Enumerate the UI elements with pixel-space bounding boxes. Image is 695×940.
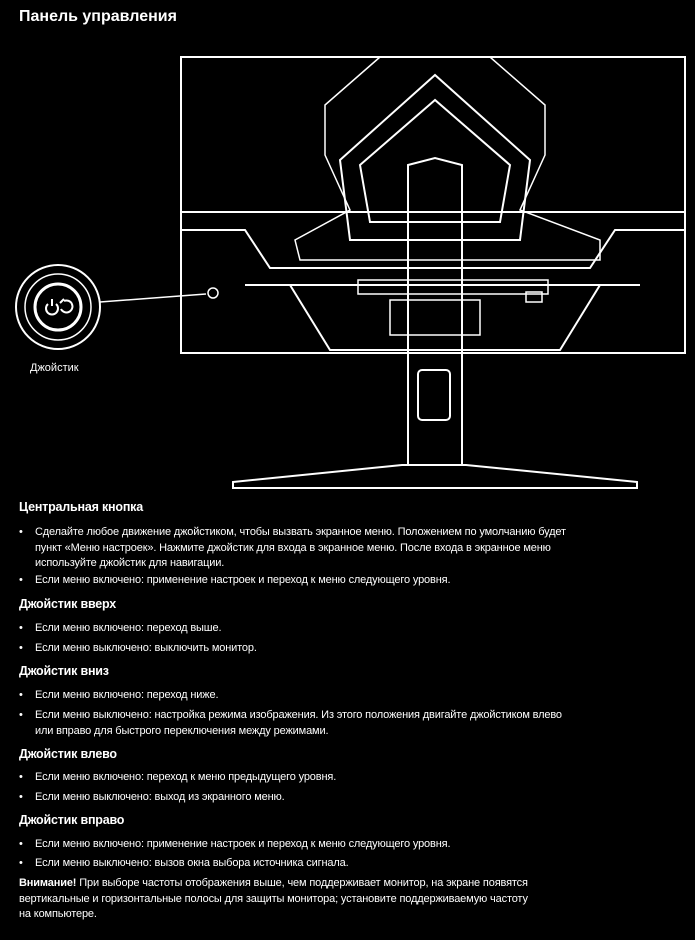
bullet-text: используйте джойстик для навигации. [35,557,225,569]
bullet-item [19,621,221,637]
section-heading: Джойстик вправо [19,813,125,827]
section-heading: Джойстик вниз [19,664,109,678]
section-heading: Джойстик влево [19,747,117,761]
bullet-text: Если меню выключено: настройка режима изображения. Из этого положения двигайте джойстиком влево [35,709,562,721]
bullet-item [19,525,566,572]
monitor-base [233,465,637,488]
bullet-text: пункт «Меню настроек». Нажмите джойстик для входа в экранное меню. После входа в экранное меню [35,541,551,554]
bullet-item [19,770,336,786]
bullet-icon: • [19,791,23,803]
warning-label: Внимание! [19,877,77,889]
page-title: Панель управления [19,8,177,25]
warning-note [19,876,528,923]
bullet-icon: • [19,574,23,586]
bullet-item [19,837,450,853]
bullet-text: Если меню включено: переход к меню предыдущего уровня. [35,771,337,783]
bullet-icon: • [19,689,23,701]
bullet-item [19,688,218,704]
bullet-icon: • [19,526,23,538]
bullet-icon: • [19,771,23,783]
monitor-stand [408,158,462,465]
bullet-item [19,573,450,589]
return-icon [60,299,72,312]
bullet-item [19,790,285,806]
note-line: При выборе частоты отображения выше, чем поддерживает монитор, на экране появятся [76,877,528,889]
bullet-text: или вправо для быстрого переключения между режимами. [35,724,329,737]
bullet-text: Если меню включено: применение настроек и переход к меню следующего уровня. [35,838,451,850]
power-icon [46,299,58,314]
section-heading: Джойстик вверх [19,597,117,611]
bullet-text: Если меню выключено: вызов окна выбора источника сигнала. [35,857,349,869]
bullet-icon: • [19,709,23,721]
note-line: на компьютере. [19,908,97,920]
bullet-item [19,708,562,739]
bullet-icon: • [19,857,23,869]
bullet-text: Если меню включено: применение настроек и переход к меню следующего уровня. [35,574,451,586]
bullet-icon: • [19,622,23,634]
bullet-icon: • [19,838,23,850]
bullet-text: Сделайте любое движение джойстиком, чтобы вызвать экранное меню. Положением по умолчанию будет [35,526,566,538]
bullet-item [19,856,349,872]
bullet-item [19,641,257,657]
section-heading: Центральная кнопка [19,500,143,514]
bullet-text: Если меню выключено: выключить монитор. [35,642,257,654]
bullet-text: Если меню включено: переход выше. [35,622,222,634]
joystick-label: Джойстик [30,362,79,374]
bullet-icon: • [19,642,23,654]
bullet-text: Если меню включено: переход ниже. [35,689,219,701]
note-line: вертикальные и горизонтальные полосы для защиты монитора; установите поддерживаемую частоту [19,892,528,905]
joystick-location-icon [208,288,218,298]
bullet-text: Если меню выключено: выход из экранного меню. [35,791,285,803]
